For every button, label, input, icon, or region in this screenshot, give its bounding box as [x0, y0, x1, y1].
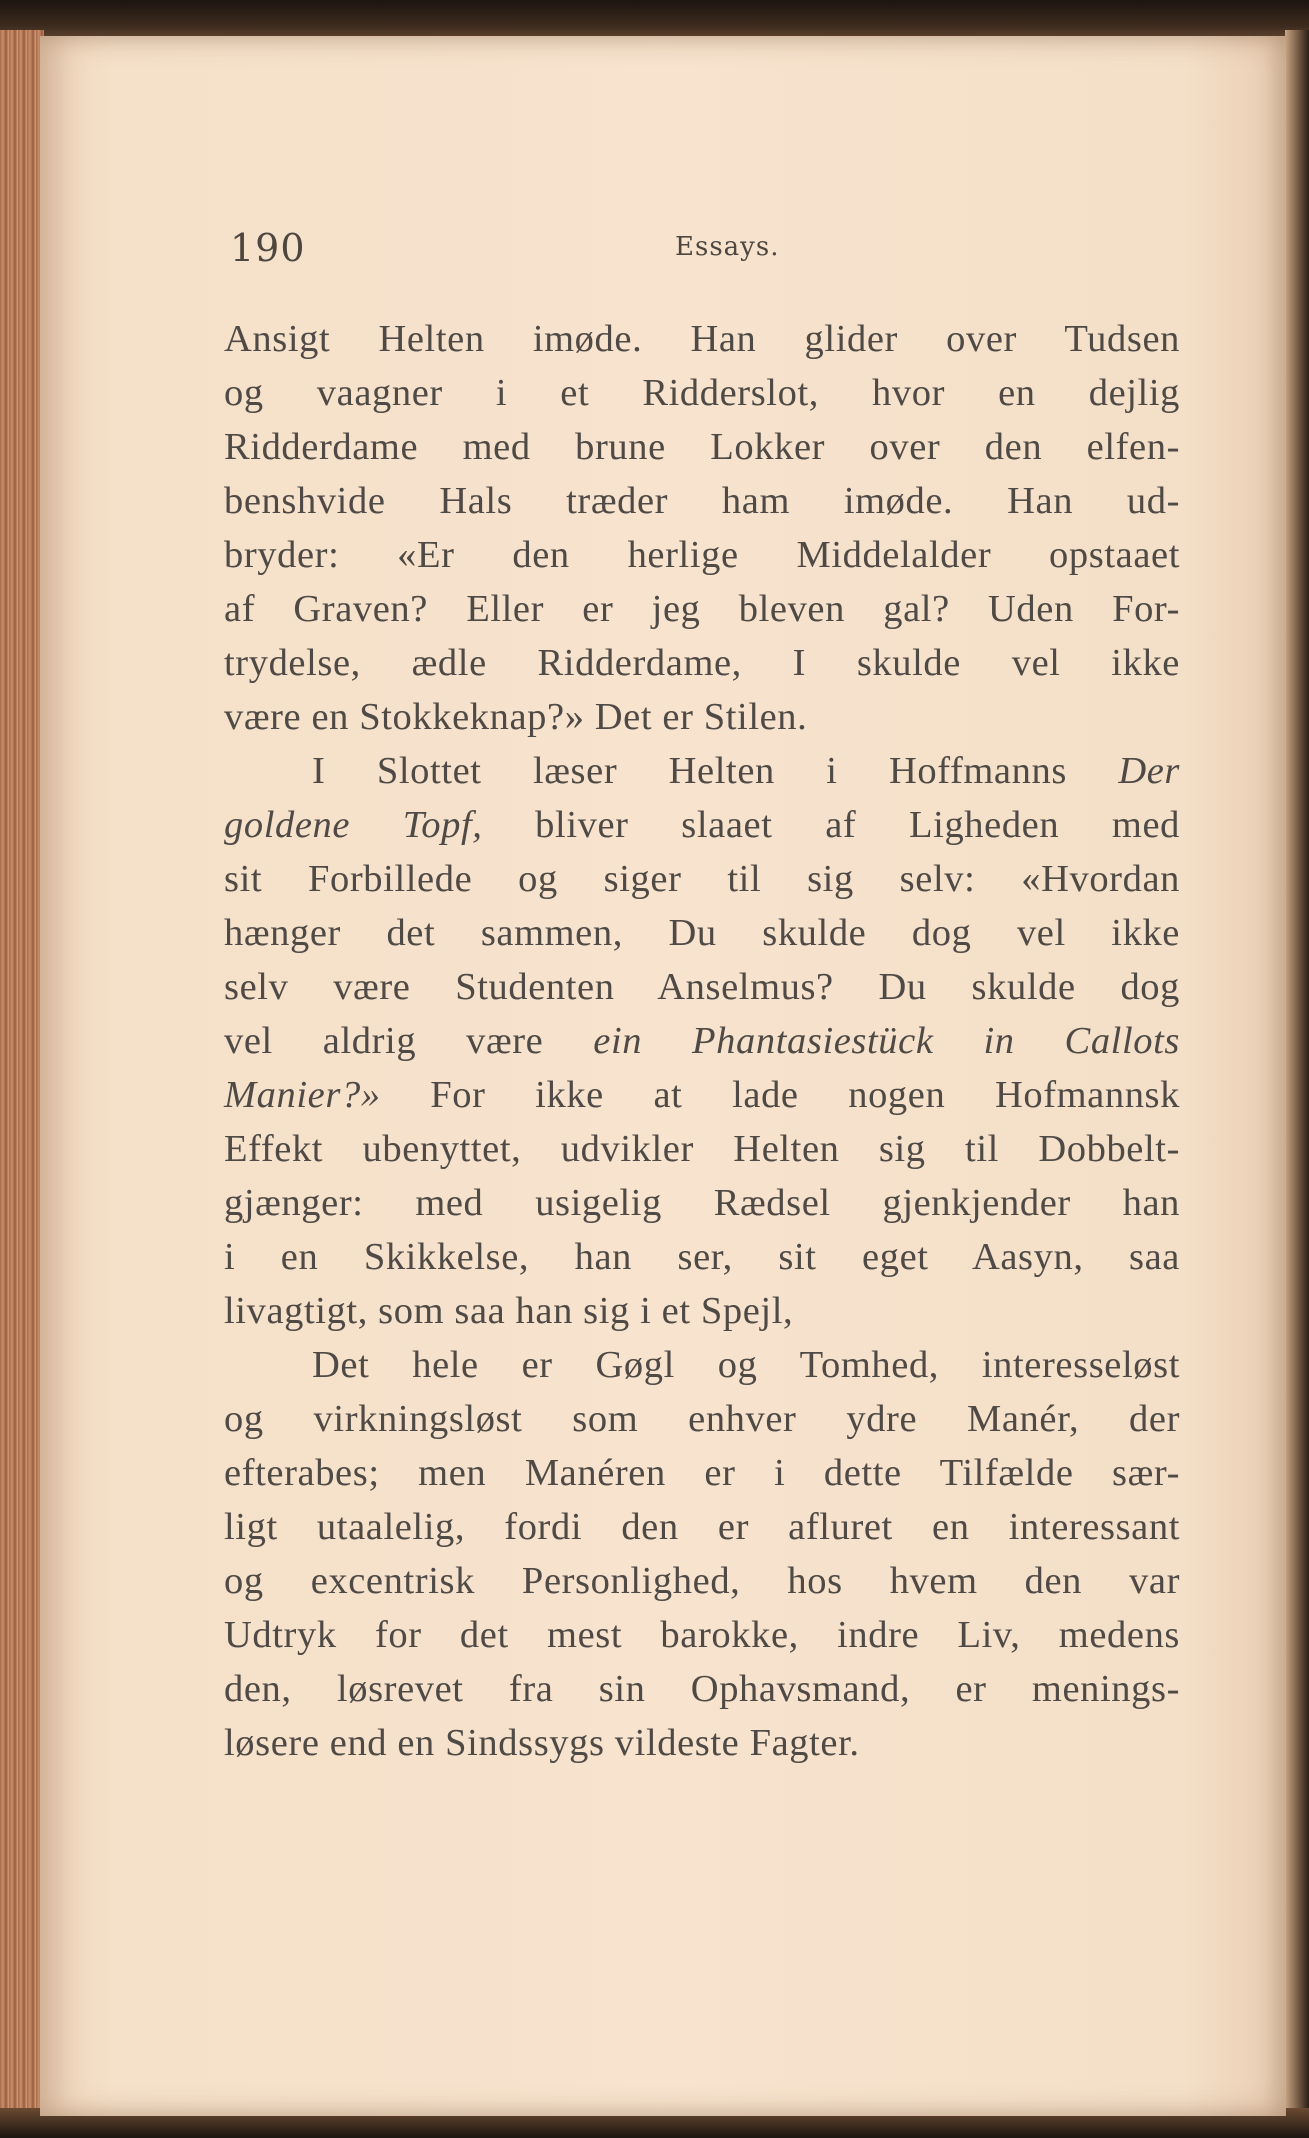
text-line	[224, 420, 1180, 474]
line-text: bliver slaaet af Ligheden med	[482, 804, 1181, 846]
text-line	[224, 1176, 1180, 1230]
italic-title: ein Phantasiestück in Callots	[593, 1020, 1180, 1062]
text-line	[224, 1446, 1180, 1500]
line-text: trydelse, ædle Ridderdame, I skulde vel ikke	[224, 642, 1180, 684]
line-text: For ikke at lade nogen Hofmannsk	[380, 1074, 1180, 1116]
page-header	[230, 226, 1130, 276]
line-text: ligt utaalelig, fordi den er afluret en interessant	[224, 1506, 1180, 1548]
line-text: Det hele er Gøgl og Tomhed, interesseløst	[312, 1344, 1180, 1386]
text-line	[224, 1014, 1180, 1068]
line-text: Udtryk for det mest barokke, indre Liv, medens	[224, 1614, 1180, 1656]
text-line	[224, 1068, 1180, 1122]
line-text: hænger det sammen, Du skulde dog vel ikke	[224, 912, 1180, 954]
text-line	[224, 1392, 1180, 1446]
line-text: løsere end en Sindssygs vildeste Fagter.	[224, 1722, 860, 1764]
book-fore-edge	[1285, 30, 1309, 2120]
line-text: af Graven? Eller er jeg bleven gal? Uden For-	[224, 588, 1180, 630]
line-text: den, løsrevet fra sin Ophavsmand, er menings-	[224, 1668, 1180, 1710]
text-line	[224, 1284, 1180, 1338]
italic-title: goldene Topf,	[224, 804, 483, 846]
line-text: være en Stokkeknap?» Det er Stilen.	[224, 696, 808, 738]
italic-title: Der	[1118, 750, 1180, 792]
text-line	[224, 366, 1180, 420]
text-line	[224, 1716, 1180, 1770]
line-text: Ridderdame med brune Lokker over den elfen-	[224, 426, 1180, 468]
line-text: sit Forbillede og siger til sig selv: «Hvordan	[224, 858, 1180, 900]
text-line	[224, 1122, 1180, 1176]
italic-title: Manier?»	[224, 1074, 381, 1116]
line-text: gjænger: med usigelig Rædsel gjenkjender han	[224, 1182, 1180, 1224]
text-line	[224, 1662, 1180, 1716]
text-line	[224, 744, 1180, 798]
line-text: benshvide Hals træder ham imøde. Han ud-	[224, 480, 1180, 522]
text-line	[224, 1608, 1180, 1662]
text-line	[224, 960, 1180, 1014]
line-text: I Slottet læser Helten i Hoffmanns	[312, 750, 1119, 792]
text-line	[224, 528, 1180, 582]
text-line	[224, 690, 1180, 744]
text-line	[224, 474, 1180, 528]
line-text: livagtigt, som saa han sig i et Spejl,	[224, 1290, 794, 1332]
text-line	[224, 1230, 1180, 1284]
line-text: Effekt ubenyttet, udvikler Helten sig til Dobbelt-	[224, 1128, 1180, 1170]
running-head: Essays.	[675, 232, 780, 262]
text-line	[224, 798, 1180, 852]
line-text: bryder: «Er den herlige Middelalder opstaaet	[224, 534, 1180, 576]
text-line	[224, 1338, 1180, 1392]
line-text: og excentrisk Personlighed, hos hvem den var	[224, 1560, 1180, 1602]
book-spine-edge	[0, 30, 44, 2120]
text-line	[224, 636, 1180, 690]
text-line	[224, 1500, 1180, 1554]
text-line	[224, 906, 1180, 960]
line-text: og vaagner i et Ridderslot, hvor en dejlig	[224, 372, 1180, 414]
line-text: i en Skikkelse, han ser, sit eget Aasyn, saa	[224, 1236, 1180, 1278]
line-text: vel aldrig være	[224, 1020, 594, 1062]
text-line	[224, 852, 1180, 906]
text-line	[224, 1554, 1180, 1608]
line-text: efterabes; men Manéren er i dette Tilfælde sær-	[224, 1452, 1180, 1494]
line-text: og virkningsløst som enhver ydre Manér, der	[224, 1398, 1180, 1440]
text-line	[224, 312, 1180, 366]
line-text: Ansigt Helten imøde. Han glider over Tudsen	[224, 318, 1180, 360]
line-text: selv være Studenten Anselmus? Du skulde dog	[224, 966, 1180, 1008]
text-line	[224, 582, 1180, 636]
body-text	[224, 312, 1180, 1770]
page-number: 190	[230, 226, 306, 270]
